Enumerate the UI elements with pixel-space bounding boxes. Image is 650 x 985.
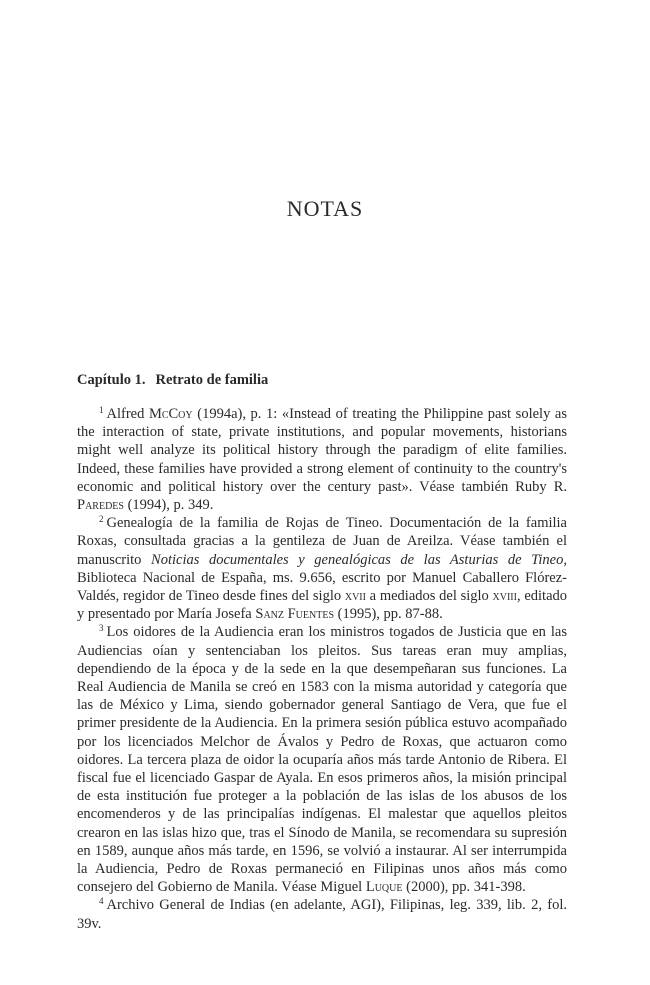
note-text: (1995), pp. 87-88. (334, 606, 443, 623)
note-text: a mediados del siglo (365, 588, 493, 605)
chapter-number: Capítulo 1. (77, 372, 146, 388)
footnote-4 (77, 896, 567, 932)
century-numeral: xviii (492, 588, 517, 605)
chapter-title: Retrato de familia (155, 372, 269, 388)
footnote-3 (77, 623, 567, 896)
note-text: (2000), pp. 341-398. (402, 879, 526, 896)
footnote-marker: 1 (99, 405, 104, 415)
footnote-marker: 2 (99, 514, 104, 525)
note-text: Los oidores de la Audiencia eran los ministros togados de Justicia que en las Audiencias oían y sentenciaban los pleitos. Sus tareas eran muy amplias, dependiendo de la época y de la sede en la que desempeñaran sus funciones. La Real Audiencia de Manila se creó en 1583 con la misma autoridad y categoría que las de México y Lima, siendo gobernador general Santiago de Vera, que fue el primer presidente de la Audiencia. En la primera sesión pública estuvo acompañado por los licenciados Melchor de Ávalos y Pedro de Roxas, que actuaron como oidores. La tercera plaza de oidor la ocuparía años más tarde Antonio de Ribera. El fiscal fue el licenciado Gaspar de Ayala. En esos primeros años, la misión principal de esta institución fue proteger a la población de las islas de los abusos de los encomenderos y de las principalías indígenas. El malestar que aquellos pleitos crearon en las islas hizo que, tras el Sínodo de Manila, se recomendara su supresión en 1589, aunque años más tarde, en 1596, se volvió a instaurar. Al ser interrumpida la Audiencia, Pedro de Roxas permaneció en Filipinas unos años más como consejero del Gobierno de Manila. Véase Miguel (77, 624, 567, 896)
note-text: Genealogía de la familia de Rojas de Tineo. Documentación de la familia Roxas, consultada gracias a la gentileza de Juan de Areilza. Véase también el manuscrito (77, 515, 567, 568)
author-name: Sanz Fuentes (255, 606, 335, 623)
note-text: Alfred (106, 406, 149, 422)
footnote-marker: 3 (99, 623, 104, 634)
footnote-marker: 4 (99, 896, 104, 907)
page-title: NOTAS (286, 196, 364, 221)
footnote-1 (77, 405, 567, 514)
note-text: Archivo General de Indias (en adelante, AGI), Filipinas, leg. 339, lib. 2, fol. 39v. (77, 897, 567, 932)
author-name: Paredes (77, 497, 124, 514)
notes-section (77, 405, 567, 933)
author-name: McCoy (148, 406, 193, 422)
note-text: (1994), p. 349. (123, 497, 214, 514)
author-name: Luque (365, 879, 403, 896)
century-numeral: xvii (344, 588, 366, 605)
footnote-2 (77, 514, 567, 623)
chapter-heading (77, 372, 577, 389)
note-text: (1994a), p. 1: «Instead of treating the Philippine past solely as the interaction of state, private institutions, and popular movements, historians might well analyze its political history through the paradigm of elite families. Indeed, these families have provided a strong element of continuity to the country's economic and political history over the century past». Véase también Ruby R. (77, 406, 568, 495)
manuscript-title: Noticias documentales y genealógicas de las Asturias de Tineo, (151, 551, 567, 568)
note-text: Biblioteca Nacional de España, ms. 9.656, escrito por Manuel Caballero Flórez-Valdés, regidor de Tineo desde fines del siglo (77, 569, 567, 605)
note-text: , editado y presentado por María Josefa (77, 588, 568, 623)
